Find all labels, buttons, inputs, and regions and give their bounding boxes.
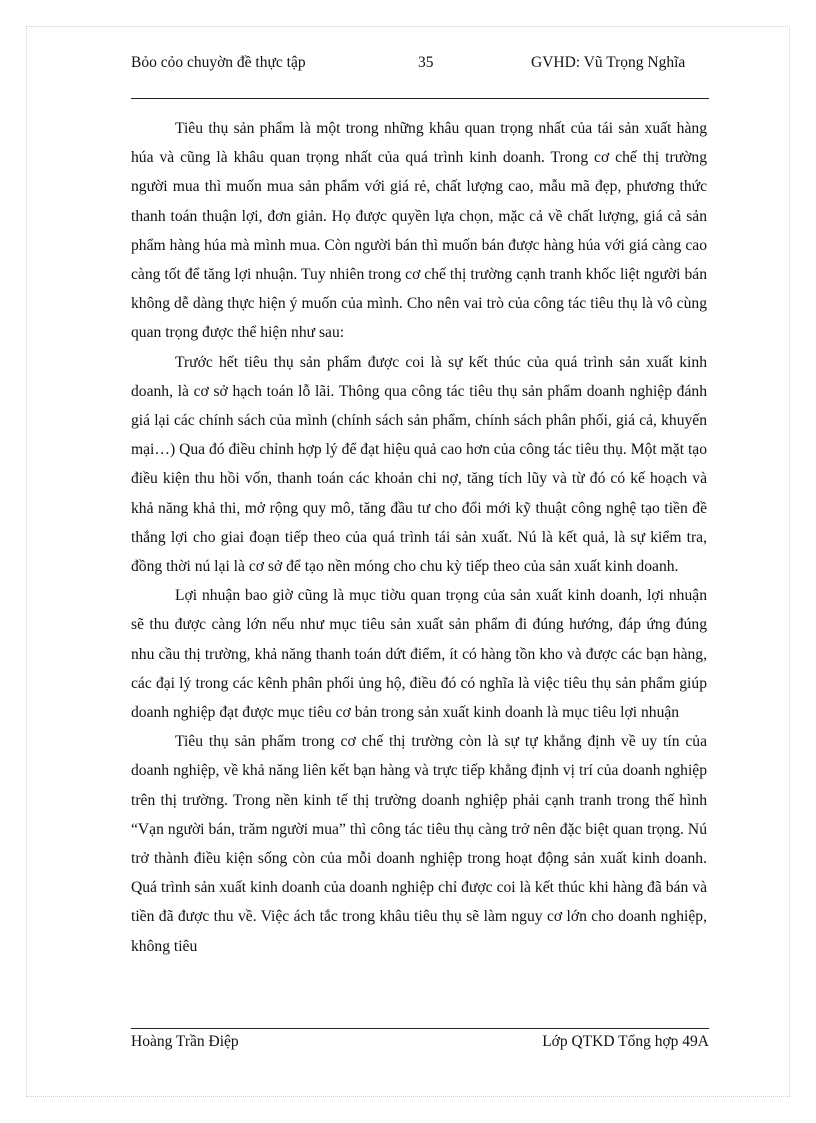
- header-divider: [131, 98, 709, 99]
- report-title: Bỏo cỏo chuyờn đề thực tập: [131, 54, 306, 71]
- author-name: Hoàng Trần Điệp: [131, 1033, 239, 1050]
- class-name: Lớp QTKD Tổng hợp 49A: [542, 1033, 709, 1050]
- document-body: [131, 114, 707, 961]
- paragraph-3: Lợi nhuận bao giờ cũng là mục tiờu quan trọng của sản xuất kinh doanh, lợi nhuận sẽ thu được càng lớn nếu như mục tiêu sản xuất sản phẩm đi đúng hướng, đáp ứng đúng nhu cầu thị trường, khả năng thanh toán dứt điểm, ít có hàng tồn kho và được các bạn hàng, các đại lý trong các kênh phân phối ủng hộ, điều đó có nghĩa là việc tiêu thụ sản phẩm giúp doanh nghiệp đạt được mục tiêu cơ bản trong sản xuất kinh doanh là mục tiêu lợi nhuận: [131, 587, 707, 722]
- advisor-name: GVHD: Vũ Trọng Nghĩa: [531, 54, 686, 71]
- page-header: [131, 52, 709, 98]
- paragraph-2: Trước hết tiêu thụ sản phẩm được coi là sự kết thúc của quá trình sản xuất kinh doanh, là cơ sở hạch toán lỗ lãi. Thông qua công tác tiêu thụ sản phẩm doanh nghiệp đánh giá lại các chính sách của mình (chính sách sản phẩm, chính sách phân phối, giá cả, khuyến mại…) Qua đó điều chỉnh hợp lý để đạt hiệu quả cao hơn của công tác tiêu thụ. Một mặt tạo điều kiện thu hồi vốn, thanh toán các khoản chi nợ, tăng tích lũy và từ đó có kế hoạch và khả năng khả thi, mở rộng quy mô, tăng đầu tư cho đổi mới kỹ thuật công nghệ tạo tiền đề thắng lợi cho giai đoạn tiếp theo của quá trình tái sản xuất. Nú là kết quả, là sự kiểm tra, đồng thời nú lại là cơ sở để tạo nền móng cho chu kỳ tiếp theo của sản xuất kinh doanh.: [131, 353, 707, 576]
- page-number: 35: [418, 54, 434, 71]
- paragraph-4: Tiêu thụ sản phẩm trong cơ chế thị trường còn là sự tự khẳng định về uy tín của doanh nghiệp, về khả năng liên kết bạn hàng và trực tiếp khẳng định vị trí của doanh nghiệp trên thị trường. Trong nền kinh tế thị trường doanh nghiệp phải cạnh tranh trong thế hình “Vạn người bán, trăm người mua” thì công tác tiêu thụ càng trở nên đặc biệt quan trọng. Nú trở thành điều kiện sống còn của mỗi doanh nghiệp trong hoạt động sản xuất kinh doanh. Quá trình sản xuất kinh doanh của doanh nghiệp chỉ được coi là kết thúc khi hàng đã bán và tiền đã được thu về. Việc ách tắc trong khâu tiêu thụ sẽ làm nguy cơ lớn cho doanh nghiệp, không tiêu: [131, 733, 707, 955]
- paragraph-1: Tiêu thụ sản phẩm là một trong những khâu quan trọng nhất của tái sản xuất hàng húa và cũng là khâu quan trọng nhất của quá trình kinh doanh. Trong cơ chế thị trường người mua thì muốn mua sản phẩm với giá rẻ, chất lượng cao, mẫu mã đẹp, phương thức thanh toán thuận lợi, đơn giản. Họ được quyền lựa chọn, mặc cả về chất lượng, giá cả sản phẩm hàng húa mà mình mua. Còn người bán thì muốn bán được hàng húa với giá càng cao càng tốt để tăng lợi nhuận. Tuy nhiên trong cơ chế thị trường cạnh tranh khốc liệt người bán không dễ dàng thực hiện ý muốn của mình. Cho nên vai trò của công tác tiêu thụ là vô cùng quan trọng được thể hiện như sau:: [131, 120, 707, 342]
- footer-divider: [131, 1028, 709, 1029]
- page-footer: [131, 1032, 709, 1054]
